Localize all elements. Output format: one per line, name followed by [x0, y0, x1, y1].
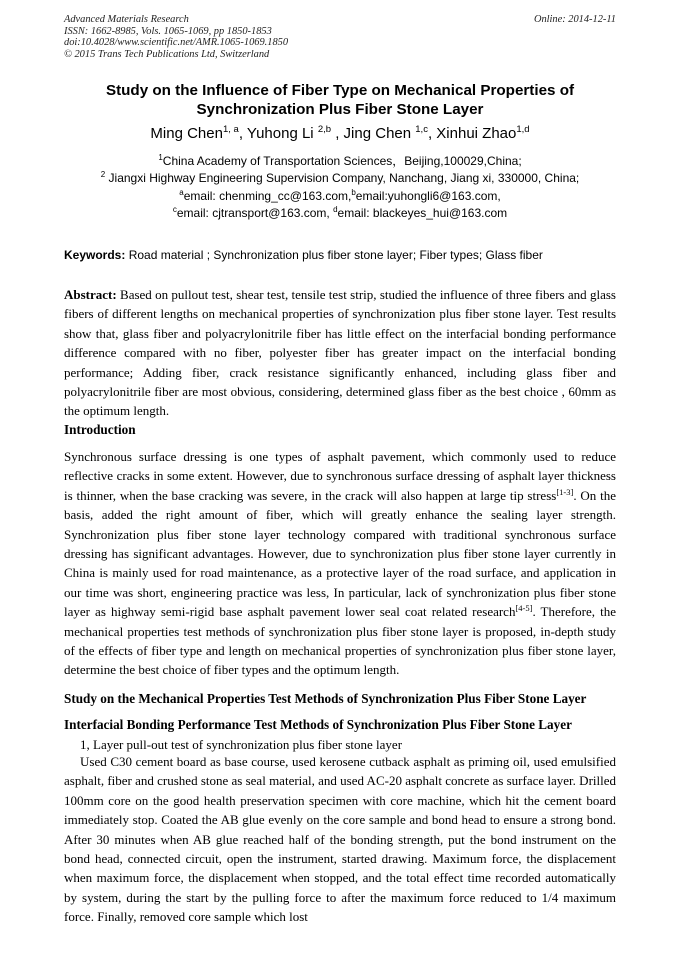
email-text: email: chenming_cc@163.com, — [183, 188, 352, 203]
doi-line: doi:10.4028/www.scientific.net/AMR.1065-1069.1850 — [64, 37, 289, 49]
intro-text: . Therefore, the mechanical properties test methods of synchronization plus fiber stone layer is proposed, in-depth study of the effects of fiber type and length on mechanical properties of synchronization plus fiber stone layer, determine the best choice of fiber types and the optimum length. — [64, 604, 616, 678]
author-affil-sup: 1, a — [222, 124, 239, 135]
citation-ref: [4-5] — [515, 603, 533, 614]
email-sup: b — [351, 187, 356, 197]
author-list — [64, 125, 616, 143]
author-name: Xinhui Zhao — [436, 125, 517, 142]
section-heading-introduction: Introduction — [64, 422, 136, 437]
affiliations — [64, 153, 616, 223]
journal-name: Advanced Materials Research — [64, 14, 189, 25]
affiliation-1 — [64, 153, 616, 170]
online-date: Online: 2014-12-11 — [533, 14, 616, 25]
keywords-label: Keywords: — [64, 248, 126, 262]
issn-line: ISSN: 1662-8985, Vols. 1065-1069, pp 1850-1853 — [64, 25, 272, 37]
email-text: email:yuhongli6@163.com, — [355, 188, 501, 203]
subsection-heading: Interfacial Bonding Performance Test Methods of Synchronization Plus Fiber Stone Layer — [64, 717, 572, 732]
email-text: email: blackeyes_hui@163.com — [337, 206, 508, 221]
author-separator: , — [427, 125, 437, 142]
email-line-1 — [64, 188, 616, 205]
citation-ref: [1-3] — [556, 486, 574, 497]
affil-text: China Academy of Transportation Sciences，Beijing,100029,China; — [162, 154, 522, 168]
affil-sup: 2 — [100, 170, 106, 180]
affil-text: Jiangxi Highway Engineering Supervision Company, Nanchang, Jiang xi, 330000, China; — [105, 171, 580, 186]
author-name: Ming Chen — [150, 125, 223, 142]
list-item: 1, Layer pull-out test of synchronization plus fiber stone layer — [80, 737, 403, 752]
author-affil-sup: 1,c — [415, 124, 428, 135]
email-sup: c — [172, 205, 177, 215]
copyright-line: © 2015 Trans Tech Publications Ltd, Switzerland — [64, 48, 270, 60]
abstract-label: Abstract: — [64, 287, 117, 302]
title-line-2: Synchronization Plus Fiber Stone Layer — [196, 100, 484, 118]
author-affil-sup: 1,d — [516, 124, 530, 135]
title-line-1: Study on the Influence of Fiber Type on Mechanical Properties of — [105, 82, 575, 99]
email-line-2 — [64, 205, 616, 222]
keywords — [64, 247, 616, 263]
abstract — [64, 285, 616, 421]
email-sup: d — [333, 205, 338, 215]
journal-header — [64, 14, 616, 60]
introduction-paragraph — [64, 447, 616, 680]
keywords-text: Road material ; Synchronization plus fiber stone layer; Fiber types; Glass fiber — [125, 248, 543, 262]
author-affil-sup: 2,b — [317, 124, 332, 135]
intro-text: Synchronous surface dressing is one types of asphalt pavement, which commonly used to reduce reflective cracks in some extent. However, due to synchronous surface dressing of asphalt layer thickness is thinner, when the base cracking was severe, in the crack will also happen at large tip stress — [64, 449, 616, 503]
author-name: Yuhong Li — [246, 125, 318, 142]
author-separator: , — [238, 125, 247, 142]
method-paragraph: Used C30 cement board as base course, used kerosene cutback asphalt as priming oil, used emulsified asphalt, fiber and crushed stone as seal material, and used AC-20 asphalt concrete as surface layer. Drilled 100mm core on the good health preservation specimen with core machine, which hit the cement board immediately stop. Coated the AB glue evenly on the core sample and bond head to ensure a strong bond. After 30 minutes when AB glue reached half of the bonding strength, put the bond instrument on the bond head, connected circuit, open the instrument, started drawing. Maximum force, the displacement when maximum force, the displacement when stopped, and the total effect time recorded automatically by system, during the start by the pulling force to after the maximum force reduced to 1/4 maximum force. Finally, removed core sample which lost — [64, 754, 616, 925]
intro-text: . On the basis, added the right amount of fiber, which will greatly enhance the sealing layer strength. Synchronization plus fiber stone layer technology compared with traditional synchronous surface dressing has significant advantages. However, due to synchronization plus fiber stone layer currently in China is mainly used for road maintenance, as a protective layer of the road surface, and application in our time was short, engineering practice was less, In particular, lack of synchronization plus fiber stone layer as highway semi-rigid base asphalt pavement lower seal coat related research — [64, 487, 616, 620]
email-sup: a — [179, 187, 184, 197]
affil-sup: 1 — [158, 153, 163, 162]
paper-title — [64, 82, 616, 119]
section-heading: Study on the Mechanical Properties Test Methods of Synchronization Plus Fiber Stone Layer — [64, 691, 587, 706]
abstract-text: Based on pullout test, shear test, tensile test strip, studied the influence of three fibers and glass fibers of different lengths on mechanical properties of synchronization plus fiber stone layer. Test results show that, glass fiber and polyacrylonitrile fiber has little effect on the interfacial bonding performance difference compared with no fiber, polyester fiber has greater impact on the interfacial bonding performance; Adding fiber, crack resistance significantly enhanced, including glass fiber and polyacrylonitrile fiber are most obvious, considering, determined glass fiber as the best choice , 60mm as the optimum length. — [64, 287, 616, 419]
author-separator: , — [331, 125, 344, 142]
affiliation-2 — [64, 170, 616, 187]
email-text: email: cjtransport@163.com, — [176, 206, 334, 221]
author-name: Jing Chen — [343, 125, 416, 142]
